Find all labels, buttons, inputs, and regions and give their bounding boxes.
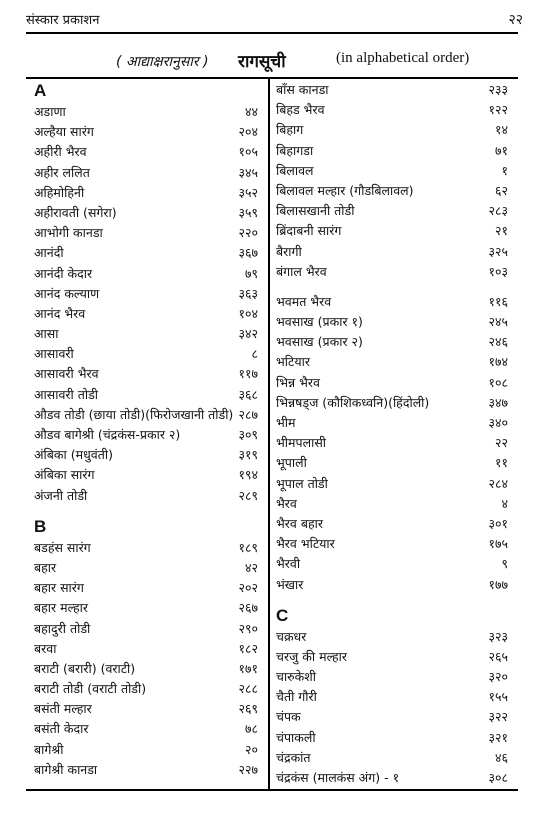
index-entry: [34, 619, 258, 639]
raga-page-number: ४: [501, 495, 508, 511]
raga-name: भैरव भटियार: [276, 536, 335, 552]
raga-name: चंद्रकांत: [276, 749, 311, 765]
title-bottom-rule: [26, 77, 518, 79]
raga-name: बागेश्री कानडा: [34, 761, 98, 777]
index-entry: [34, 264, 258, 284]
page-number: २२: [508, 12, 523, 28]
raga-page-number: १९४: [238, 467, 258, 483]
index-entry: [34, 203, 258, 223]
raga-page-number: १७५: [488, 536, 508, 552]
section-a-list: [34, 102, 258, 506]
raga-page-number: ८: [251, 346, 258, 362]
index-entry: [276, 262, 508, 282]
raga-name: भैरव बहार: [276, 515, 323, 531]
index-entry: [276, 373, 508, 393]
index-entry: [34, 465, 258, 485]
title-english-order: (in alphabetical order): [336, 50, 470, 66]
raga-name: औडव तोडी (छाया तोडी)(फिरोजखानी तोडी): [34, 406, 234, 422]
index-entry: [34, 679, 258, 699]
raga-page-number: १८२: [238, 640, 258, 656]
raga-page-number: ३४२: [238, 326, 258, 342]
raga-name: आसा: [34, 326, 59, 342]
raga-page-number: १०५: [238, 144, 258, 160]
raga-page-number: २८३: [488, 203, 508, 219]
raga-page-number: ३४०: [488, 415, 508, 430]
raga-name: बागेश्री: [34, 741, 64, 757]
raga-name: अहिमोहिनी: [34, 184, 85, 200]
raga-page-number: ७१: [494, 142, 508, 158]
raga-page-number: २०४: [238, 124, 258, 140]
index-entry: [34, 122, 258, 142]
raga-page-number: ९: [501, 556, 508, 572]
raga-page-number: ६२: [494, 182, 508, 198]
section-b-list: [34, 538, 258, 780]
index-entry: [34, 284, 258, 304]
raga-name: अहीर ललित: [34, 164, 90, 180]
raga-page-number: २२७: [238, 761, 258, 777]
raga-name: भूपाल तोडी: [276, 475, 328, 491]
raga-page-number: २०२: [238, 580, 258, 596]
left-column: [34, 80, 258, 780]
index-entry: [34, 324, 258, 344]
index-entry: [276, 707, 508, 727]
index-entry: [276, 352, 508, 372]
raga-page-number: १४: [494, 122, 508, 138]
raga-page-number: १२२: [488, 102, 508, 118]
raga-page-number: २१: [494, 223, 508, 239]
raga-page-number: ३०१: [488, 515, 508, 531]
index-entry: [34, 639, 258, 659]
raga-page-number: ३५२: [238, 184, 258, 200]
top-rule: [26, 32, 518, 34]
index-entry: [34, 102, 258, 122]
index-entry: [34, 760, 258, 780]
raga-page-number: ३१९: [238, 447, 258, 463]
raga-name: चंपक: [276, 709, 301, 725]
raga-page-number: १५५: [488, 689, 508, 705]
index-entry: [276, 332, 508, 352]
raga-name: बिहड भैरव: [276, 102, 325, 118]
raga-page-number: २०: [244, 741, 258, 757]
raga-name: औडव बागेश्री (चंद्रकंस-प्रकार २): [34, 427, 181, 442]
index-entry: [276, 494, 508, 514]
raga-page-number: ३५९: [238, 204, 258, 220]
raga-name: भीमपलासी: [276, 435, 327, 451]
index-entry: [276, 554, 508, 574]
index-title-row: [26, 46, 518, 76]
raga-page-number: ३६७: [238, 245, 258, 261]
raga-name: आसावरी: [34, 346, 74, 362]
raga-name: आभोगी कानडा: [34, 225, 103, 241]
raga-page-number: २८९: [238, 487, 258, 503]
raga-page-number: ७९: [244, 265, 258, 281]
raga-page-number: १: [501, 162, 508, 178]
index-entry: [276, 667, 508, 687]
raga-page-number: ११६: [488, 293, 508, 309]
index-entry: [276, 141, 508, 161]
index-entry: [276, 748, 508, 768]
raga-page-number: ११: [494, 455, 508, 471]
index-entry: [276, 514, 508, 534]
index-entry: [34, 445, 258, 465]
index-entry: [34, 740, 258, 760]
raga-page-number: ३२१: [488, 729, 508, 745]
index-entry: [34, 699, 258, 719]
raga-name: चारुकेशी: [276, 669, 316, 685]
raga-page-number: २४६: [488, 334, 508, 350]
index-entry: [276, 413, 508, 433]
index-entry: [276, 161, 508, 181]
index-entry: [276, 687, 508, 707]
index-entry: [276, 120, 508, 140]
section-c-list: [276, 627, 508, 789]
index-entry: [34, 183, 258, 203]
index-entry: [34, 385, 258, 405]
index-entry: [34, 598, 258, 618]
raga-name: भैरव: [276, 495, 297, 511]
raga-name: बिलासखानी तोडी: [276, 203, 355, 219]
index-entry: [34, 364, 258, 384]
index-entry: [276, 627, 508, 647]
index-entry: [34, 558, 258, 578]
bottom-rule: [26, 789, 518, 791]
index-entry: [276, 768, 508, 788]
raga-name: ब्रिंदाबनी सारंग: [276, 223, 342, 239]
raga-name: भिन्नषड्ज (कौशिकध्वनि)(हिंदोली): [276, 394, 430, 410]
raga-name: बिहाग: [276, 122, 304, 138]
raga-page-number: २६९: [238, 701, 258, 717]
raga-page-number: ७८: [244, 721, 258, 737]
running-header-publisher: संस्कार प्रकाशन: [26, 13, 100, 28]
raga-page-number: २८७: [238, 406, 258, 422]
raga-name: बराटी (बरारी) (वराटी): [34, 660, 136, 676]
right-list-part-1: [276, 80, 508, 282]
index-entry: [34, 344, 258, 364]
raga-page-number: ३६८: [238, 386, 258, 402]
right-list-part-2: [276, 292, 508, 595]
raga-page-number: ३४७: [488, 394, 508, 410]
raga-name: भवसाख (प्रकार २): [276, 334, 363, 350]
raga-page-number: २८४: [488, 475, 508, 491]
raga-name: चरजु की मल्हार: [276, 648, 347, 664]
raga-name: अंबिका (मधुवंती): [34, 447, 113, 463]
raga-page-number: १७१: [238, 660, 258, 676]
raga-page-number: २२: [494, 435, 508, 451]
raga-name: भवमत भैरव: [276, 293, 332, 309]
raga-name: बहार मल्हार: [34, 600, 88, 616]
right-column: [276, 80, 508, 788]
raga-name: आनंद भैरव: [34, 305, 86, 321]
page-title: रागसूची: [238, 52, 286, 72]
raga-name: बराटी तोडी (वराटी तोडी): [34, 681, 147, 697]
raga-name: चैती गौरी: [276, 689, 317, 705]
raga-name: बहार सारंग: [34, 580, 84, 596]
raga-name: आनंदी: [34, 245, 64, 261]
index-entry: [276, 100, 508, 120]
index-entry: [276, 221, 508, 241]
index-entry: [276, 453, 508, 473]
raga-name: आनंद कल्याण: [34, 285, 100, 301]
index-entry: [276, 433, 508, 453]
raga-page-number: ३४५: [238, 164, 258, 180]
raga-name: भटियार: [276, 354, 310, 370]
index-entry: [34, 223, 258, 243]
raga-name: भैरवी: [276, 556, 301, 572]
raga-name: चंद्रकंस (मालकंस अंग) - १: [276, 770, 400, 785]
raga-page-number: २६७: [238, 600, 258, 616]
raga-page-number: ३२०: [488, 669, 508, 685]
raga-name: भीम: [276, 415, 296, 430]
raga-page-number: २४५: [488, 314, 508, 330]
raga-page-number: २२०: [238, 225, 258, 241]
raga-name: अहीरी भैरव: [34, 144, 87, 160]
raga-name: चंपाकली: [276, 729, 316, 745]
raga-name: बैरागी: [276, 243, 302, 259]
raga-name: अंजनी तोडी: [34, 487, 88, 503]
raga-name: बंगाल भैरव: [276, 263, 327, 279]
index-entry: [34, 538, 258, 558]
index-entry: [276, 534, 508, 554]
index-entry: [34, 163, 258, 183]
raga-page-number: १०४: [238, 305, 258, 321]
index-entry: [34, 425, 258, 445]
raga-name: बसंती मल्हार: [34, 701, 92, 717]
index-entry: [276, 647, 508, 667]
index-entry: [34, 142, 258, 162]
raga-page-number: ३२५: [488, 243, 508, 259]
raga-page-number: १८९: [238, 539, 258, 555]
raga-page-number: १७७: [488, 576, 508, 592]
index-entry: [276, 242, 508, 262]
raga-page-number: २९०: [238, 620, 258, 636]
raga-page-number: १७४: [488, 354, 508, 370]
index-entry: [276, 312, 508, 332]
raga-name: बसंती केदार: [34, 721, 89, 737]
raga-name: बहादुरी तोडी: [34, 620, 91, 636]
raga-name: अहीरावती (सगेरा): [34, 204, 117, 220]
raga-name: बाँस कानडा: [276, 82, 329, 97]
raga-name: बडहंस सारंग: [34, 539, 91, 555]
raga-name: बिलावल मल्हार (गौडबिलावल): [276, 182, 414, 198]
raga-page-number: २८८: [238, 681, 258, 697]
title-devanagari-order: ( आद्याक्षरानुसार ): [116, 54, 209, 70]
index-entry: [276, 80, 508, 100]
index-entry: [276, 575, 508, 595]
raga-page-number: ४६: [494, 749, 508, 765]
raga-name: बिलावल: [276, 162, 314, 178]
raga-name: भिन्न भैरव: [276, 374, 320, 390]
index-entry: [34, 486, 258, 506]
index-entry: [34, 578, 258, 598]
raga-page-number: ३०८: [488, 770, 508, 785]
raga-page-number: २६५: [488, 648, 508, 664]
index-entry: [34, 659, 258, 679]
raga-name: अडाणा: [34, 104, 66, 119]
raga-page-number: ३२३: [488, 628, 508, 644]
raga-name: बिहागडा: [276, 142, 314, 158]
index-entry: [34, 304, 258, 324]
raga-page-number: १०३: [488, 263, 508, 279]
index-entry: [276, 292, 508, 312]
raga-name: अल्हैया सारंग: [34, 124, 94, 140]
section-heading-c: C: [276, 605, 289, 625]
raga-name: भूपाली: [276, 455, 307, 471]
section-heading-b: B: [34, 516, 47, 536]
raga-name: चक्रधर: [276, 628, 307, 644]
raga-name: आनंदी केदार: [34, 265, 93, 281]
column-divider: [268, 77, 270, 789]
raga-name: भवसाख (प्रकार १): [276, 314, 363, 330]
raga-name: बरवा: [34, 640, 57, 656]
raga-name: अंबिका सारंग: [34, 467, 95, 483]
raga-page-number: ३०९: [238, 427, 258, 442]
index-entry: [276, 201, 508, 221]
index-entry: [276, 728, 508, 748]
index-entry: [34, 243, 258, 263]
raga-page-number: ३६३: [238, 285, 258, 301]
raga-page-number: १०८: [488, 374, 508, 390]
raga-name: बहार: [34, 559, 57, 575]
raga-name: आसावरी भैरव: [34, 366, 99, 382]
index-entry: [276, 474, 508, 494]
raga-page-number: ३२२: [488, 709, 508, 725]
index-entry: [34, 719, 258, 739]
raga-page-number: ४२: [244, 559, 258, 575]
raga-page-number: २३३: [488, 82, 508, 97]
raga-name: आसावरी तोडी: [34, 386, 99, 402]
raga-name: भंखार: [276, 576, 304, 592]
index-entry: [34, 405, 258, 425]
section-heading-a: A: [34, 81, 47, 100]
raga-page-number: ४४: [244, 104, 258, 119]
raga-page-number: ११७: [238, 366, 258, 382]
index-entry: [276, 181, 508, 201]
index-entry: [276, 393, 508, 413]
